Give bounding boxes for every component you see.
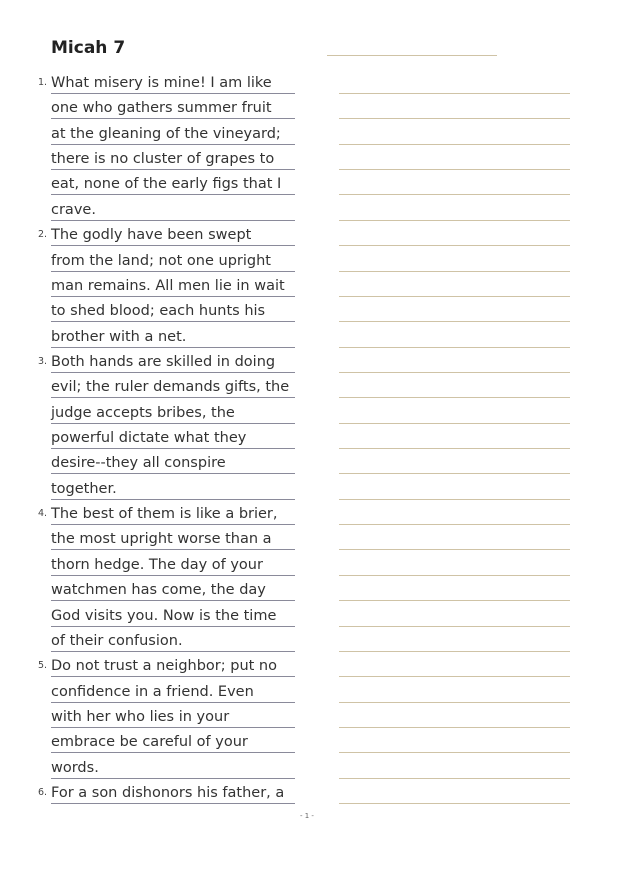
verse-text: there is no cluster of grapes to — [51, 151, 275, 168]
writing-line[interactable] — [339, 321, 570, 322]
writing-line[interactable] — [339, 220, 570, 221]
verse-line — [38, 504, 295, 525]
writing-line[interactable] — [339, 727, 570, 728]
verse-line — [51, 758, 295, 779]
page-title: Micah 7 — [51, 38, 126, 58]
verse-line — [51, 555, 295, 576]
verse-number: 3. — [38, 355, 48, 367]
verse-number: 2. — [38, 229, 48, 241]
writing-line[interactable] — [339, 93, 570, 94]
verse-text: to shed blood; each hunts his — [51, 303, 266, 320]
writing-line[interactable] — [339, 118, 570, 119]
verse-text: brother with a net. — [51, 328, 187, 345]
verse-text: from the land; not one upright — [51, 252, 271, 269]
verse-line — [51, 98, 295, 119]
verse-text: desire--they all conspire — [51, 455, 226, 472]
writing-line[interactable] — [339, 473, 570, 474]
verse-text: at the gleaning of the vineyard; — [51, 125, 281, 142]
verse-text: embrace be careful of your — [51, 734, 248, 751]
verse-line — [38, 352, 295, 373]
verse-text: God visits you. Now is the time — [51, 607, 277, 624]
verse-text: one who gathers summer fruit — [51, 100, 272, 117]
writing-line[interactable] — [339, 296, 570, 297]
verse-line — [51, 403, 295, 424]
verse-line — [38, 656, 295, 677]
verse-line — [51, 327, 295, 348]
writing-line[interactable] — [339, 549, 570, 550]
verse-text: evil; the ruler demands gifts, the — [51, 379, 290, 396]
verse-line — [51, 707, 295, 728]
page-number: - 1 - — [300, 812, 314, 820]
verse-text: What misery is mine! I am like — [51, 75, 272, 91]
verse-line — [51, 174, 295, 195]
verse-text: crave. — [51, 201, 96, 218]
verse-line — [51, 428, 295, 449]
verse-number: 5. — [38, 660, 48, 672]
writing-line[interactable] — [339, 575, 570, 576]
writing-line[interactable] — [339, 245, 570, 246]
writing-line[interactable] — [339, 372, 570, 373]
verse-text: Both hands are skilled in doing — [51, 353, 276, 370]
verse-number: 6. — [38, 787, 48, 799]
verse-text: Do not trust a neighbor; put no — [51, 658, 277, 675]
verse-text: For a son dishonors his father, a — [51, 785, 285, 802]
verse-text: The best of them is like a brier, — [51, 506, 278, 523]
verse-text: thorn hedge. The day of your — [51, 556, 263, 573]
verse-text: eat, none of the early figs that I — [51, 176, 282, 193]
verse-text: words. — [51, 759, 99, 776]
verse-text: together. — [51, 480, 117, 497]
verse-line — [51, 453, 295, 474]
verse-line — [38, 225, 295, 246]
verse-text: confidence in a friend. Even — [51, 683, 254, 700]
writing-line[interactable] — [339, 423, 570, 424]
writing-line[interactable] — [339, 524, 570, 525]
verse-text: watchmen has come, the day — [51, 582, 266, 599]
verse-text: The godly have been swept — [51, 227, 252, 244]
verse-line — [51, 276, 295, 297]
verse-text: man remains. All men lie in wait — [51, 277, 285, 294]
title-writing-line — [327, 55, 497, 56]
verse-text: powerful dictate what they — [51, 430, 247, 447]
writing-line[interactable] — [339, 752, 570, 753]
writing-line[interactable] — [339, 194, 570, 195]
writing-line[interactable] — [339, 778, 570, 779]
verse-line — [51, 732, 295, 753]
verse-line — [51, 200, 295, 221]
writing-line[interactable] — [339, 702, 570, 703]
writing-line[interactable] — [339, 448, 570, 449]
writing-line[interactable] — [339, 144, 570, 145]
writing-line[interactable] — [339, 499, 570, 500]
writing-line[interactable] — [339, 626, 570, 627]
verse-text: with her who lies in your — [51, 709, 230, 725]
writing-line[interactable] — [339, 676, 570, 677]
writing-line[interactable] — [339, 271, 570, 272]
writing-line[interactable] — [339, 347, 570, 348]
verse-number: 4. — [38, 508, 48, 520]
verse-line — [51, 529, 295, 550]
verse-line — [51, 301, 295, 322]
verse-text: judge accepts bribes, the — [51, 404, 235, 421]
writing-line[interactable] — [339, 651, 570, 652]
verse-line — [51, 251, 295, 272]
verse-line — [51, 580, 295, 601]
verse-line — [51, 606, 295, 627]
writing-line[interactable] — [339, 803, 570, 804]
verse-text: the most upright worse than a — [51, 531, 272, 548]
verse-line — [51, 377, 295, 398]
verse-line — [38, 783, 295, 804]
writing-line[interactable] — [339, 600, 570, 601]
writing-line[interactable] — [339, 397, 570, 398]
verse-number: 1. — [38, 77, 48, 88]
verse-line — [51, 682, 295, 703]
verse-line — [38, 73, 295, 94]
verse-line — [51, 631, 295, 652]
verse-line — [51, 149, 295, 170]
writing-line[interactable] — [339, 169, 570, 170]
verse-line — [51, 479, 295, 500]
verse-text: of their confusion. — [51, 632, 183, 649]
verse-line — [51, 124, 295, 145]
